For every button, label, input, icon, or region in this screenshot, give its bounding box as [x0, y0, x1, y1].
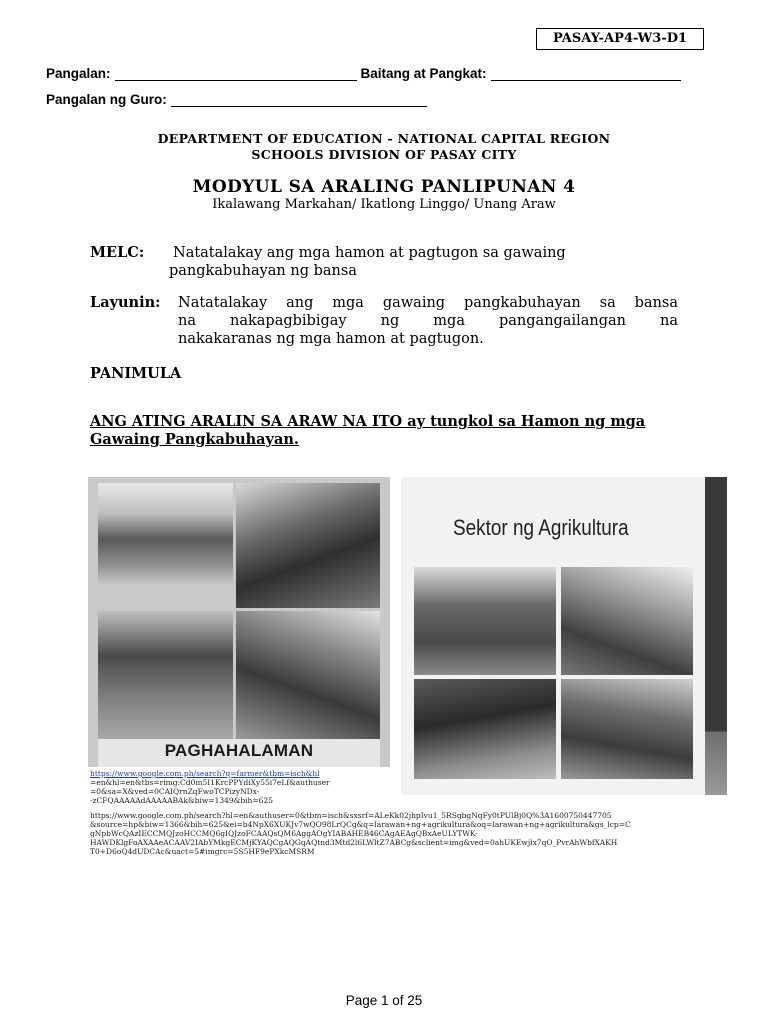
layunin-label: Layunin: [90, 294, 161, 311]
right-source: https://www.google.com.ph/search?hl=en&authuser=0&tbm=isch&sxsrf=ALeKk02jhpIvu1_5RSgbgNqFy0tPUlBj0Q%3A1600750447705 &source=hp&biw=1366&bih=625&ei=b4NpX6XUKJv7wQO98LrQCg&q=larawan+ng+agrikultura&oq=larawan+ng+agrikultura&gs_lcp=C gNpbWcQAzIECCMQJzoHCCMQ6gIQJzoFCAAQsQM6AggAOgYIABAHEB46CAgAEAgQBxAeULYTWK- HAWDKlgFoAXAAeACAAV2IAbYMkgECMjKYAQCgAQGqAQtnd3Mtd2l6LWltZ7ABCg&sclient=img&ved=0ahUKEwjlx7qO_PvrAhWbfXAKH T0+D6oQ4dUDCAc&uact=5#imgrc=5S5HF9ePXkcMSRM [90, 811, 631, 856]
orchard-photo [98, 483, 233, 585]
layunin-line-1: Natatalakay ang mga gawaing pangkabuhayan sa bansa [178, 295, 678, 311]
teacher-row [46, 92, 431, 107]
fish-sorting-photo [561, 567, 693, 675]
module-title: MODYUL SA ARALING PANLIPUNAN 4 [192, 177, 576, 197]
melc-label: MELC: [90, 244, 145, 261]
logging-photo [561, 679, 693, 779]
left-source-link[interactable]: https://www.google.com.ph/search?q=farmer&tbm=isch&hl [90, 769, 320, 778]
grade-label: Baitang at Pangkat: [360, 66, 487, 81]
left-source [90, 769, 390, 805]
name-label: Pangalan: [46, 66, 111, 81]
layunin-line-2: na nakapagbibigay ng mga pangangailangan na [178, 313, 678, 329]
melc-line-1: Natatalakay ang mga hamon at pagtugon sa gawaing [173, 245, 566, 261]
paghahalaman-caption: PAGHAHALAMAN [164, 741, 314, 760]
rice-planting-photo [98, 611, 233, 739]
agrikultura-image [401, 477, 727, 795]
grade-field[interactable] [491, 66, 681, 81]
paghahalaman-image [88, 477, 390, 767]
name-field[interactable] [115, 66, 357, 81]
livestock-photo [414, 679, 556, 779]
left-source-rest: =en&hl=en&tbs=rimg:Cd0m5I1KrcPPYdiXy55i7eLf&authuser =0&sa=X&ved=0CAIQrnZqFwoTCPizyNDx- -zCFQAAAAAdAAAAABAk&biw=1349&bih=625 [90, 778, 330, 805]
melc-line-2: pangkabuhayan ng bansa [169, 263, 357, 279]
module-code: PASAY-AP4-W3-D1 [536, 28, 704, 50]
page-number: Page 1 of 25 [345, 993, 423, 1008]
department-heading: DEPARTMENT OF EDUCATION - NATIONAL CAPITAL REGION [157, 131, 611, 146]
panimula-heading: PANIMULA [90, 365, 182, 382]
field-workers-photo [414, 567, 556, 675]
module-subtitle: Ikalawang Markahan/ Ikatlong Linggo/ Unang Araw [212, 197, 556, 212]
agrikultura-title: Sektor ng Agrikultura [453, 515, 629, 540]
side-bar [705, 477, 727, 795]
division-heading: SCHOOLS DIVISION OF PASAY CITY [251, 147, 517, 162]
layunin-line-3: nakakaranas ng mga hamon at pagtugon. [178, 331, 484, 347]
teacher-field[interactable] [171, 92, 427, 107]
farmer-harvest-photo [236, 483, 380, 608]
name-row [46, 66, 685, 81]
sugarcane-photo [236, 611, 380, 739]
intro-paragraph: ANG ATING ARALIN SA ARAW NA ITO ay tungkol sa Hamon ng mga Gawaing Pangkabuhayan. [90, 413, 646, 448]
teacher-label: Pangalan ng Guro: [46, 92, 167, 107]
